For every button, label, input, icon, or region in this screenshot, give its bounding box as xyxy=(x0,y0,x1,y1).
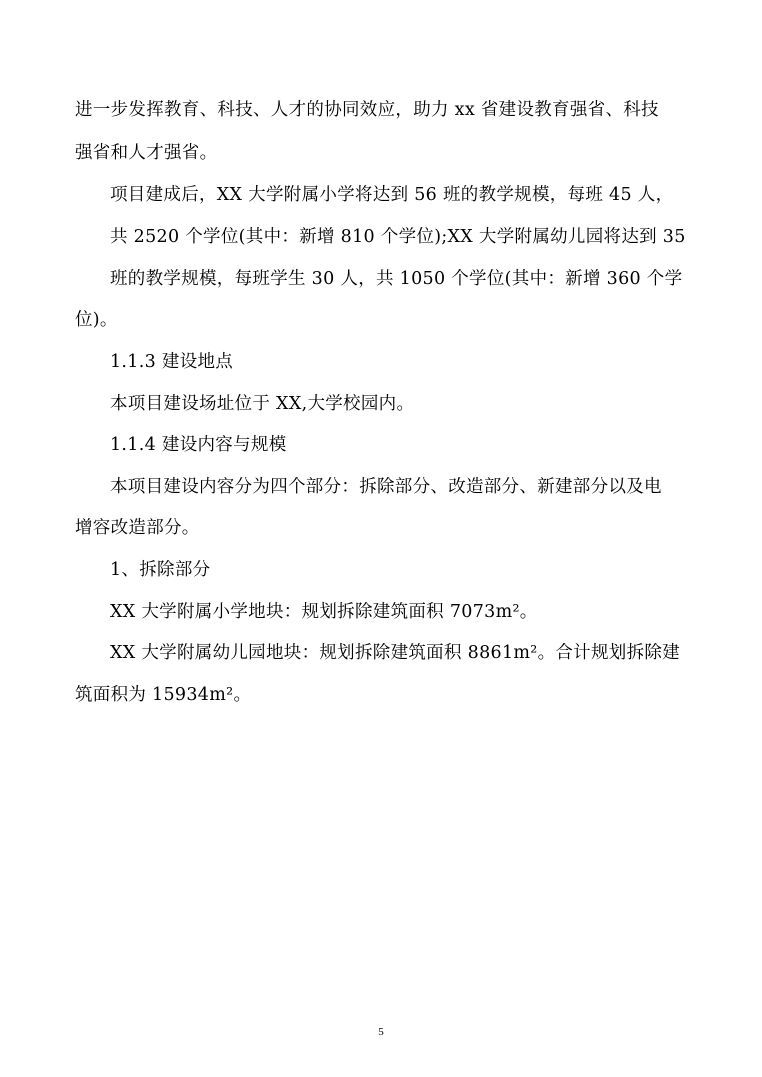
paragraph-line: 进一步发挥教育、科技、人才的协同效应，助力 xx 省建设教育强省、科技 xyxy=(75,100,659,120)
page-number: 5 xyxy=(378,1026,384,1038)
subsection-heading: 1、拆除部分 xyxy=(110,560,211,580)
paragraph-line: 筑面积为 15934m²。 xyxy=(75,685,252,705)
paragraph-line: 班的教学规模，每班学生 30 人，共 1050 个学位(其中：新增 360 个学 xyxy=(110,269,683,289)
paragraph-line: 项目建成后，XX 大学附属小学将达到 56 班的教学规模，每班 45 人， xyxy=(110,185,674,205)
paragraph-line: 本项目建设场址位于 XX,大学校园内。 xyxy=(110,394,415,414)
paragraph-line: 本项目建设内容分为四个部分：拆除部分、改造部分、新建部分以及电 xyxy=(110,477,662,497)
paragraph-line: 位)。 xyxy=(75,310,118,330)
section-heading: 1.1.3 建设地点 xyxy=(110,352,234,372)
paragraph-line: 增容改造部分。 xyxy=(75,518,200,538)
paragraph-line: 强省和人才强省。 xyxy=(75,143,218,163)
section-heading: 1.1.4 建设内容与规模 xyxy=(110,435,287,455)
paragraph-line: XX 大学附属幼儿园地块：规划拆除建筑面积 8861m²。合计规划拆除建 xyxy=(110,643,680,663)
paragraph-line: XX 大学附属小学地块：规划拆除建筑面积 7073m²。 xyxy=(110,602,538,622)
paragraph-line: 共 2520 个学位(其中：新增 810 个学位);XX 大学附属幼儿园将达到 35 xyxy=(110,227,686,247)
